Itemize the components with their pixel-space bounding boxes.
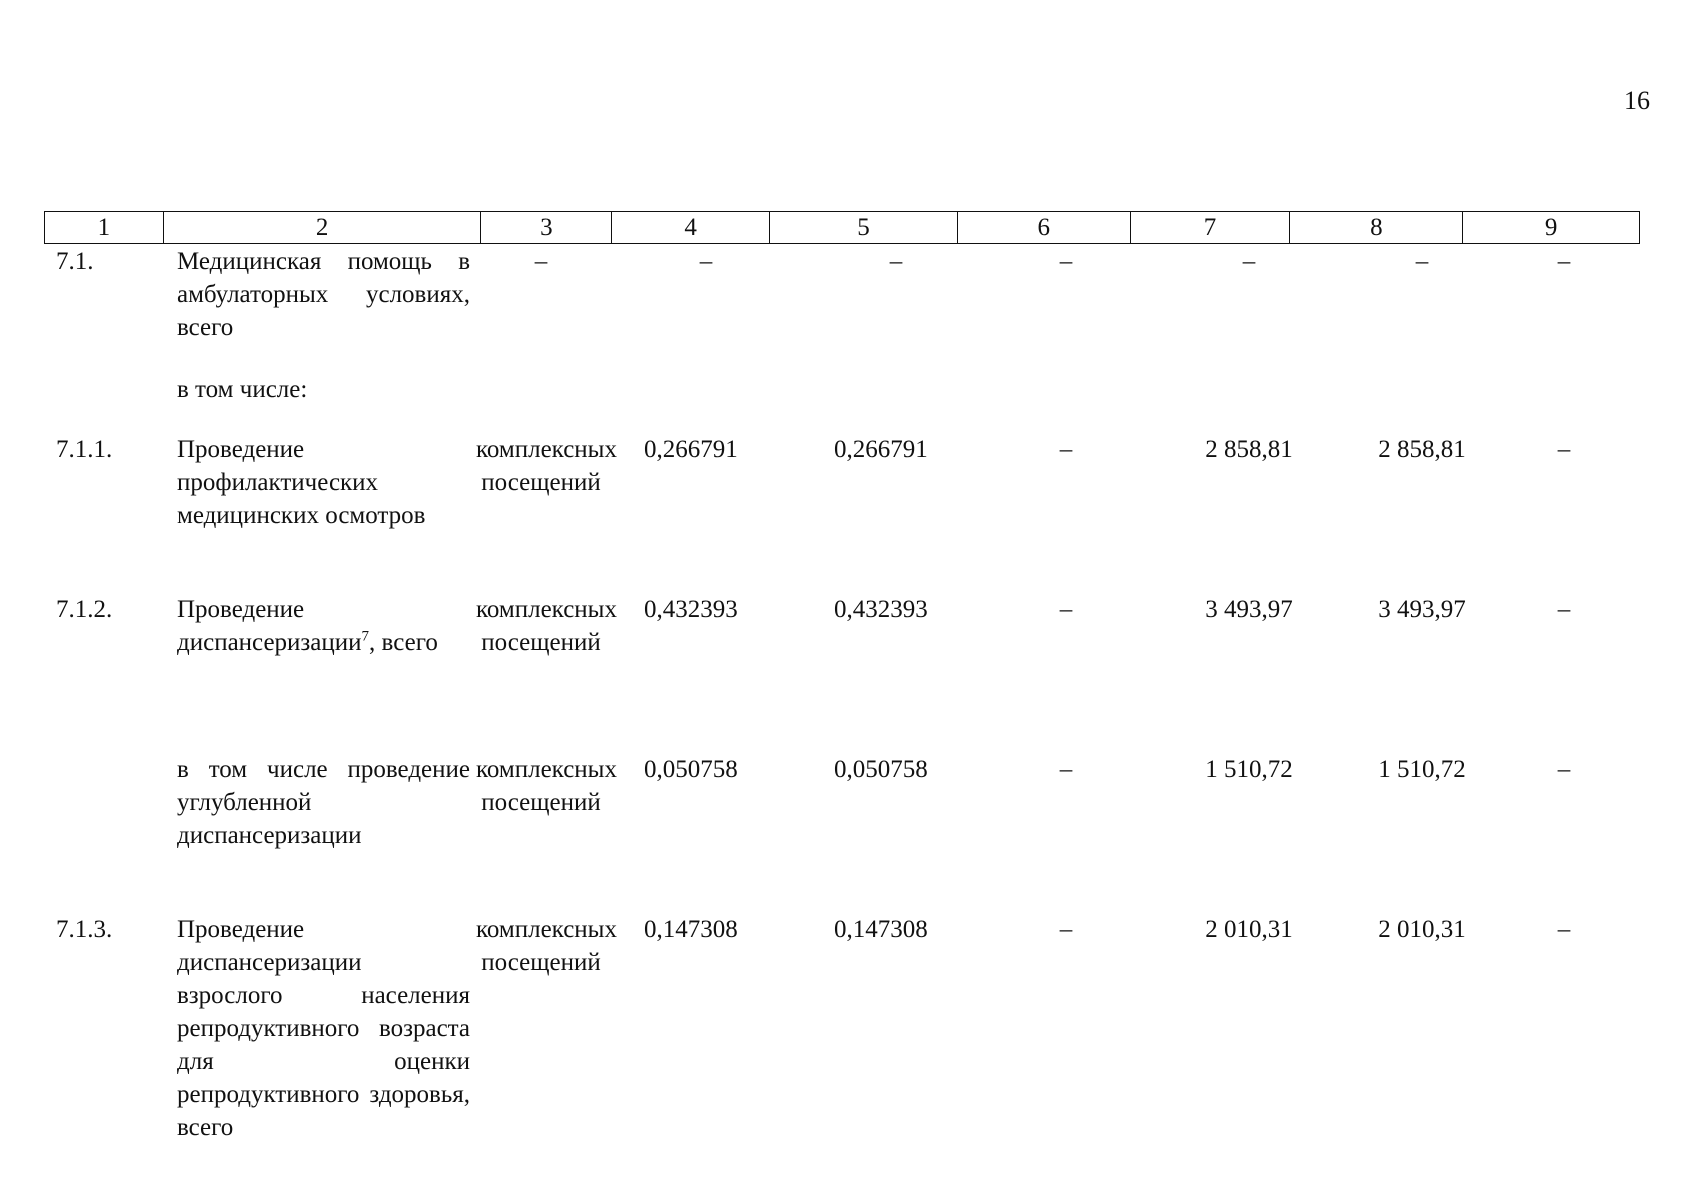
row-value-4: –	[699, 248, 713, 275]
row-value-6: –	[1059, 248, 1073, 275]
header-cell-6: 6	[958, 212, 1131, 243]
row-number: 7.1.1.	[56, 436, 113, 463]
row-unit: комплексных посещений	[476, 756, 617, 816]
row-number: 7.1.	[56, 248, 94, 275]
row-unit: комплексных посещений	[476, 436, 617, 496]
header-cell-1: 1	[45, 212, 164, 243]
row-value-9: –	[1557, 248, 1571, 275]
header-cell-5: 5	[770, 212, 958, 243]
row-unit: комплексных посещений	[476, 596, 617, 656]
row-unit: комплексных посещений	[476, 916, 617, 976]
row-name	[177, 593, 470, 659]
footnote-marker: 7	[361, 628, 370, 645]
row-value-5: 0,147308	[834, 916, 928, 943]
row-name: Проведение диспансеризации взрослого населения репродуктивного возраста для оценки репродуктивного здоровья, всего	[177, 916, 470, 1141]
row-value-8: 2 858,81	[1378, 436, 1466, 463]
row-name: в том числе проведение углубленной диспансеризации	[177, 756, 470, 849]
row-value-8: 1 510,72	[1378, 756, 1466, 783]
row-value-7: 3 493,97	[1205, 596, 1293, 623]
row-value-5: 0,432393	[834, 596, 928, 623]
row-value-9: –	[1557, 436, 1571, 463]
row-value-6: –	[1059, 756, 1073, 783]
header-cell-4: 4	[612, 212, 770, 243]
row-value-5: 0,266791	[834, 436, 928, 463]
row-number: 7.1.2.	[56, 596, 113, 623]
row-value-7: 1 510,72	[1205, 756, 1293, 783]
row-value-4: 0,432393	[644, 596, 738, 623]
row-unit: –	[534, 248, 548, 275]
row-value-9: –	[1557, 756, 1571, 783]
row-name: Проведение профилактических медицинских осмотров	[177, 436, 426, 529]
row-value-4: 0,266791	[644, 436, 738, 463]
row-value-7: 2 858,81	[1205, 436, 1293, 463]
row-value-6: –	[1059, 596, 1073, 623]
row-number: 7.1.3.	[56, 916, 113, 943]
row-value-8: 2 010,31	[1378, 916, 1466, 943]
header-cell-3: 3	[481, 212, 612, 243]
row-value-4: 0,050758	[644, 756, 738, 783]
header-cell-8: 8	[1290, 212, 1463, 243]
row-value-5: –	[889, 248, 903, 275]
row-name: Медицинская помощь в амбулаторных условиях, всего	[177, 248, 470, 341]
row-value-7: –	[1242, 248, 1256, 275]
subheading: в том числе:	[177, 376, 308, 403]
row-name-suffix: , всего	[369, 629, 438, 656]
row-value-8: 3 493,97	[1378, 596, 1466, 623]
header-cell-2: 2	[164, 212, 482, 243]
row-value-5: 0,050758	[834, 756, 928, 783]
row-value-9: –	[1557, 916, 1571, 943]
page-number: 16	[1624, 86, 1650, 115]
row-name-text: Проведение диспансеризации	[177, 596, 362, 656]
row-value-7: 2 010,31	[1205, 916, 1293, 943]
row-value-8: –	[1415, 248, 1429, 275]
header-cell-9: 9	[1544, 214, 1558, 241]
row-value-6: –	[1059, 916, 1073, 943]
row-value-4: 0,147308	[644, 916, 738, 943]
header-cell-7: 7	[1131, 212, 1291, 243]
table-header-row	[44, 211, 1640, 244]
row-value-9: –	[1557, 596, 1571, 623]
row-value-6: –	[1059, 436, 1073, 463]
